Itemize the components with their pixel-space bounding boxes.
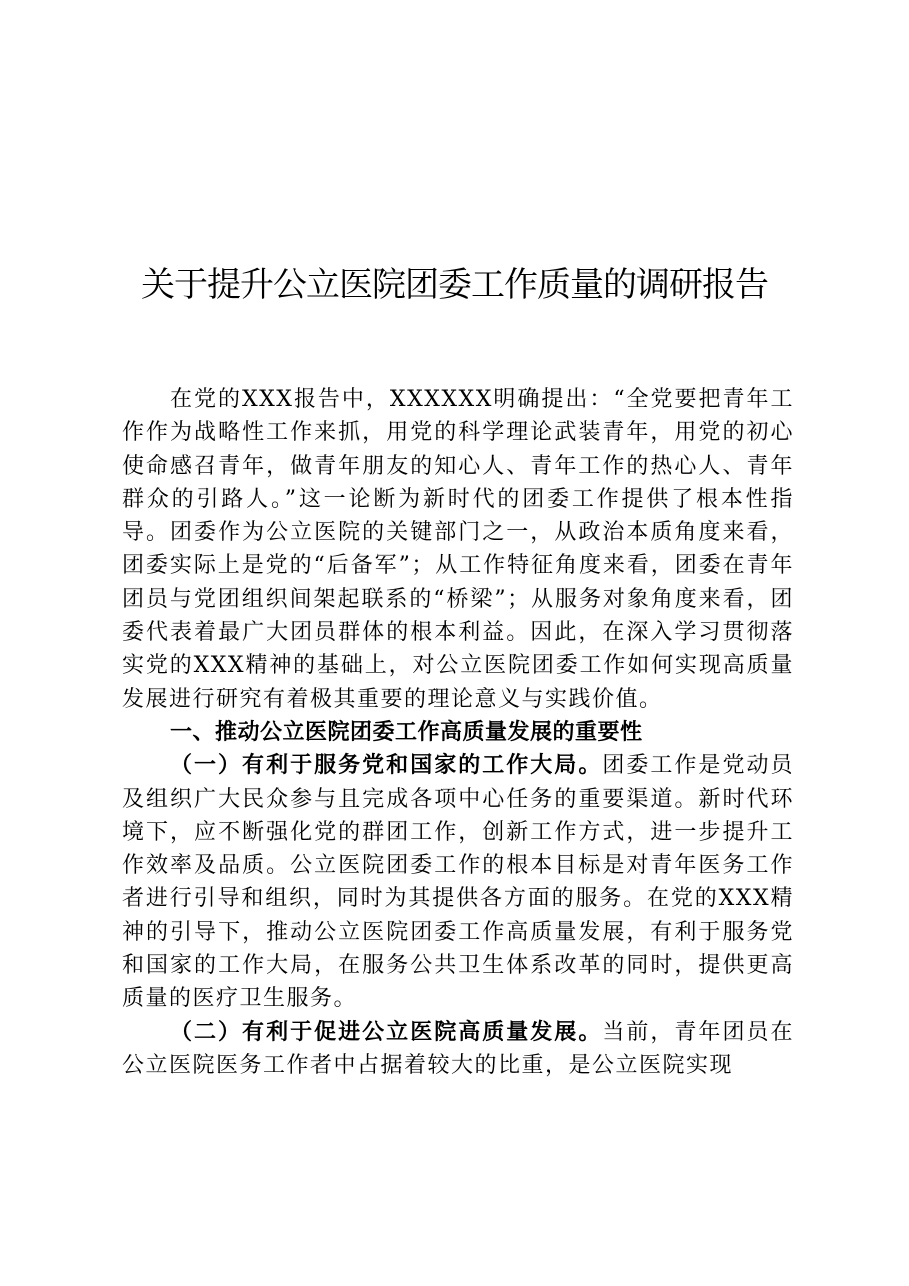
subsection-text-2: 当前，青年团员在公立医院医务工作者中占据着较大的比重，是公立医院实现 [122, 1019, 794, 1078]
document-body [122, 383, 794, 1082]
subsection-text-1: 团委工作是党动员及组织广大民众参与且完成各项中心任务的重要渠道。新时代环境下，应不断强化党的群团工作，创新工作方式，进一步提升工作效率及品质。公立医院团委工作的根本目标是对青年医务工作者进行引导和组织，同时为其提供各方面的服务。在党的XXX精神的引导下，推动公立医院团委工作高质量发展，有利于服务党和国家的工作大局，在服务公共卫生体系改革的同时，提供更高质量的医疗卫生服务。 [122, 753, 794, 1012]
section-heading: 一、推动公立医院团委工作高质量发展的重要性 [170, 719, 643, 745]
subsection-paragraph-2 [122, 1016, 794, 1083]
subsection-lead-1: （一）有利于服务党和国家的工作大局。 [170, 752, 603, 779]
subsection-lead-2: （二）有利于促进公立医院高质量发展。 [170, 1018, 603, 1045]
document-title: 关于提升公立医院团委工作质量的调研报告 [141, 265, 768, 305]
intro-paragraph: 在党的XXX报告中，XXXXXX明确提出：“全党要把青年工作作为战略性工作来抓，用党的科学理论武装青年，用党的初心使命感召青年，做青年朋友的知心人、青年工作的热心人、青年群众的引路人。”这一论断为新时代的团委工作提供了根本性指导。团委作为公立医院的关键部门之一，从政治本质角度来看，团委实际上是党的“后备军”；从工作特征角度来看，团委在青年团员与党团组织间架起联系的“桥梁”；从服务对象角度来看，团委代表着最广大团员群体的根本利益。因此，在深入学习贯彻落实党的XXX精神的基础上，对公立医院团委工作如何实现高质量发展进行研究有着极其重要的理论意义与实践价值。 [122, 387, 794, 712]
subsection-paragraph-1 [122, 749, 794, 1015]
